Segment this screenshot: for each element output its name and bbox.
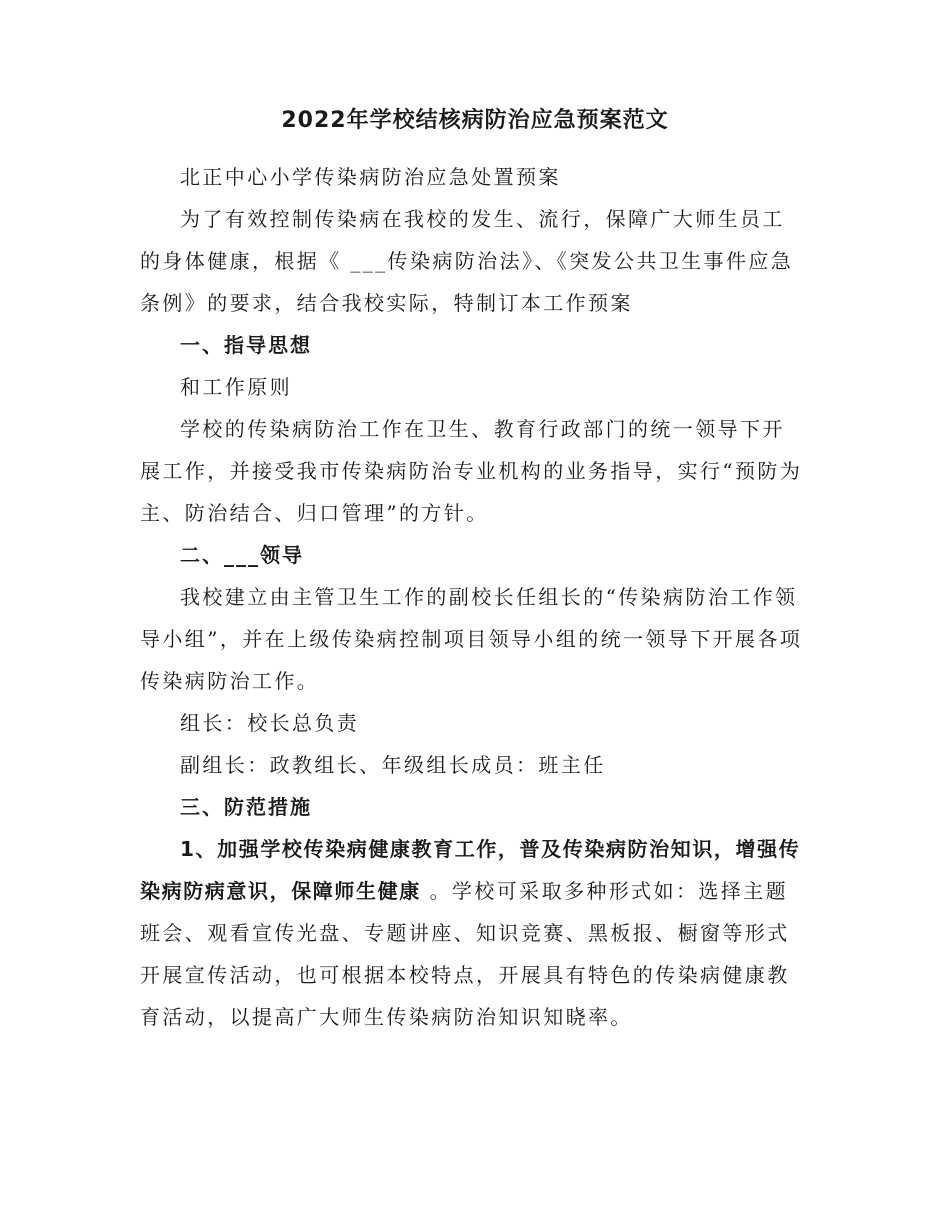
measure1-paragraph <box>140 828 805 1038</box>
section3-heading: 三、防范措施 <box>180 795 312 819</box>
measure1-bold-text: 1、加强学校传染病健康教育工作，普及传染病防治知识，增强传染病防病意识，保障师生健康 <box>140 837 801 903</box>
section1-heading: 一、指导思想 <box>180 333 312 357</box>
measure1-text: 。学校可采取多种形式如：选择主题班会、观看宣传光盘、专题讲座、知识竞赛、黑板报、橱窗等形式开展宣传活动，也可根据本校特点，开展具有特色的传染病健康教育活动，以提高广大师生传染病防治知识知晓率。 <box>140 879 790 1029</box>
section2-heading: 二、___领导 <box>180 543 304 567</box>
leader-line: 组长：校长总负责 <box>180 711 360 735</box>
intro-paragraph: 为了有效控制传染病在我校的发生、流行，保障广大师生员工的身体健康，根据《 ___传染病防治法》、《突发公共卫生事件应急条例》的要求，结合我校实际，特制订本工作预案 <box>140 207 794 315</box>
subtitle: 北正中心小学传染病防治应急处置预案 <box>180 165 561 189</box>
document-body <box>140 156 805 1038</box>
deputy-line: 副组长：政教组长、年级组长成员：班主任 <box>180 753 606 777</box>
section1-paragraph: 学校的传染病防治工作在卫生、教育行政部门的统一领导下开展工作，并接受我市传染病防治专业机构的业务指导，实行“预防为主、防治结合、归口管理”的方针。 <box>140 417 803 525</box>
section2-paragraph: 我校建立由主管卫生工作的副校长任组长的“传染病防治工作领导小组”，并在上级传染病控制项目领导小组的统一领导下开展各项传染病防治工作。 <box>140 585 803 693</box>
document-title: 2022年学校结核病防治应急预案范文 <box>281 108 669 133</box>
section1-subheading: 和工作原则 <box>180 375 292 399</box>
